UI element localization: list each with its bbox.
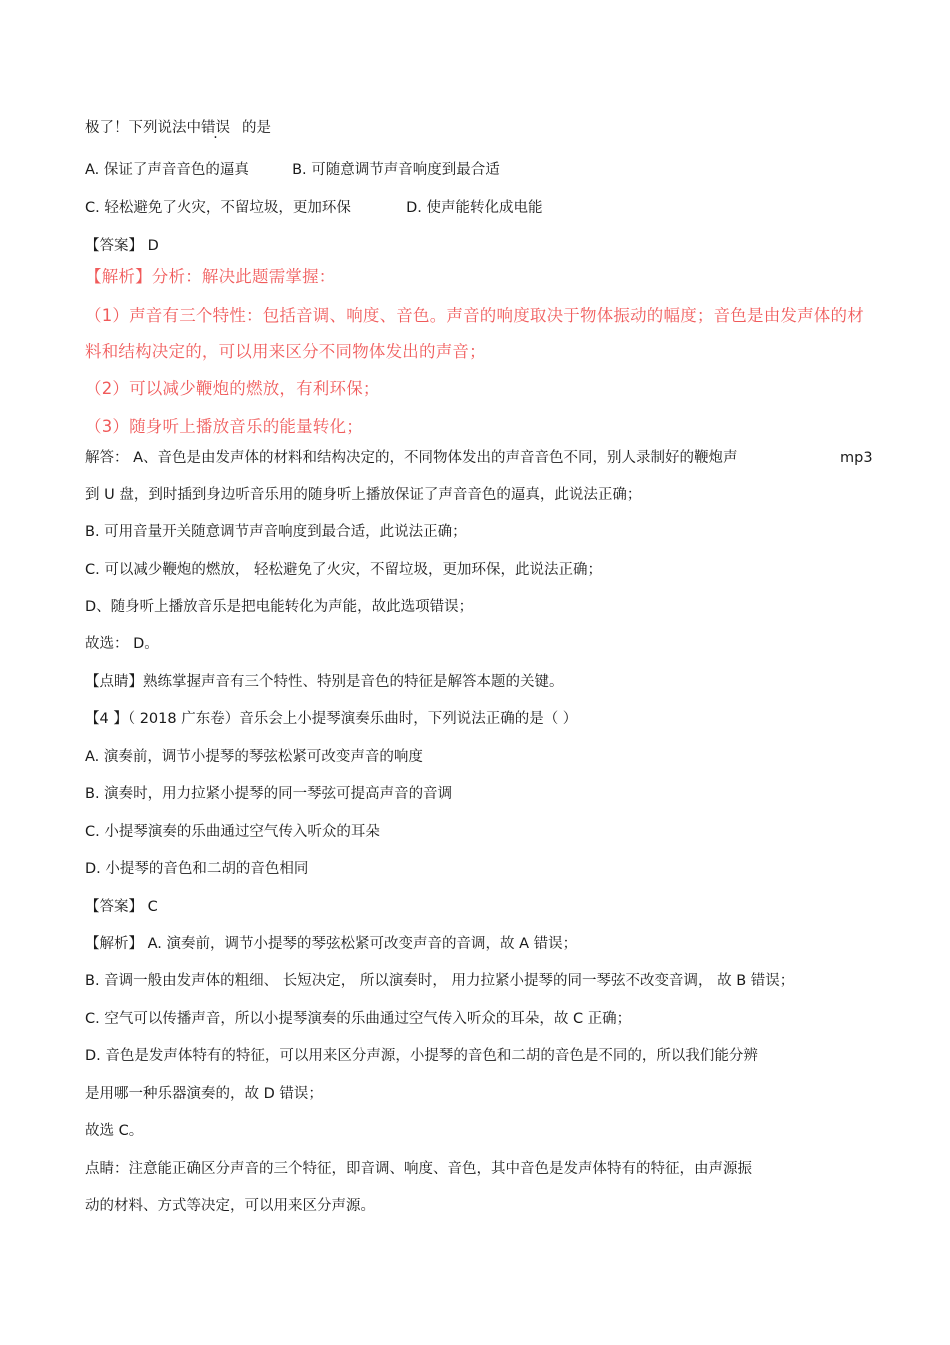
q3-option-a: A. 保证了声音音色的逼真 <box>85 162 249 178</box>
q4-choose: 故选 C。 <box>85 1123 144 1139</box>
q3-option-b: B. 可随意调节声音响度到最合适 <box>292 162 500 178</box>
q4-analysis-d-line1: D. 音色是发声体特有的特征，可以用来区分声源，小提琴的音色和二胡的音色是不同的，所以我们能分辨 <box>85 1048 758 1064</box>
q3-choose: 故选： D。 <box>85 636 159 652</box>
q4-answer: 【答案】 C <box>85 899 158 915</box>
emphasis-word: 错误 <box>201 120 230 136</box>
q3-option-row-1 <box>85 160 500 180</box>
q4-stem: 【4 】（ 2018 广东卷）音乐会上小提琴演奏乐曲时，下列说法正确的是（ ） <box>85 711 578 727</box>
q3-analysis-point-2: （2）可以减少鞭炮的燃放，有利环保； <box>85 379 380 398</box>
q3-solution-b: B. 可用音量开关随意调节声音响度到最合适，此说法正确； <box>85 524 467 540</box>
q3-option-row-2 <box>85 198 542 218</box>
q4-analysis-a: 【解析】 A. 演奏前，调节小提琴的琴弦松紧可改变声音的音调，故 A 错误； <box>85 936 578 952</box>
q3-option-d: D. 使声能转化成电能 <box>406 200 543 216</box>
q4-analysis-d-line2: 是用哪一种乐器演奏的，故 D 错误； <box>85 1086 323 1102</box>
q3-answer: 【答案】 D <box>85 238 159 254</box>
q3-analysis-point-1a: （1）声音有三个特性：包括音调、响度、音色。声音的响度取决于物体振动的幅度；音色是由发声体的材 <box>85 306 864 325</box>
q3-stem: 极了！下列说法中错误 的是 <box>85 120 271 136</box>
q3-solution-c: C. 可以减少鞭炮的燃放， 轻松避免了火灾，不留垃圾，更加环保，此说法正确； <box>85 562 602 578</box>
q3-analysis-title: 【解析】分析：解决此题需掌握： <box>85 267 336 286</box>
q4-option-c: C. 小提琴演奏的乐曲通过空气传入听众的耳朵 <box>85 824 380 840</box>
q4-analysis-c: C. 空气可以传播声音，所以小提琴演奏的乐曲通过空气传入听众的耳朵，故 C 正确； <box>85 1011 632 1027</box>
q3-solution-a-line2: 到 U 盘，到时插到身边听音乐用的随身听上播放保证了声音音色的逼真，此说法正确； <box>85 487 642 503</box>
q3-analysis-point-1b: 料和结构决定的，可以用来区分不同物体发出的声音； <box>85 342 486 361</box>
q3-analysis-point-3: （3）随身听上播放音乐的能量转化； <box>85 417 363 436</box>
q3-solution-d: D、随身听上播放音乐是把电能转化为声能，故此选项错误； <box>85 599 474 615</box>
q4-option-a: A. 演奏前，调节小提琴的琴弦松紧可改变声音的响度 <box>85 749 423 765</box>
q3-solution-a-line1: 解答： A、音色是由发声体的材料和结构决定的，不同物体发出的声音音色不同，别人录制好的鞭炮声 <box>85 450 738 466</box>
q3-option-c: C. 轻松避免了火灾，不留垃圾，更加环保 <box>85 200 351 216</box>
q4-comment-line2: 动的材料、方式等决定，可以用来区分声源。 <box>85 1198 375 1214</box>
q3-comment: 【点睛】熟练掌握声音有三个特性、特别是音色的特征是解答本题的关键。 <box>85 674 564 690</box>
q4-option-d: D. 小提琴的音色和二胡的音色相同 <box>85 861 309 877</box>
q4-option-b: B. 演奏时，用力拉紧小提琴的同一琴弦可提高声音的音调 <box>85 786 453 802</box>
q3-solution-a-tail: mp3 <box>840 450 873 466</box>
q4-analysis-b: B. 音调一般由发声体的粗细、 长短决定， 所以演奏时， 用力拉紧小提琴的同一琴弦不改变音调， 故 B 错误； <box>85 973 795 989</box>
q4-comment-line1: 点睛：注意能正确区分声音的三个特征，即音调、响度、音色，其中音色是发声体特有的特征，由声源振 <box>85 1161 752 1177</box>
